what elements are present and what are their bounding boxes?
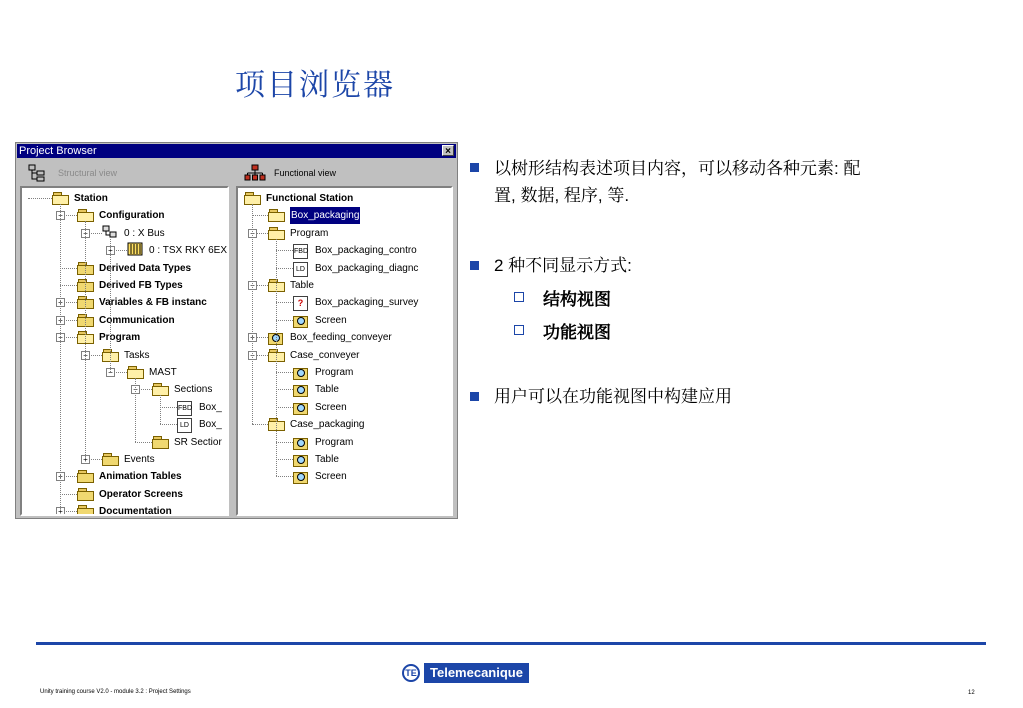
screen-icon bbox=[293, 314, 308, 327]
tree-item[interactable] bbox=[127, 242, 228, 259]
tree-item-label: Case_conveyer bbox=[290, 349, 360, 361]
telemecanique-emblem-icon: TE bbox=[402, 664, 420, 682]
tree-connector bbox=[160, 407, 177, 408]
functional-view-label: Functional view bbox=[274, 168, 337, 178]
tree-item-label: Program bbox=[99, 332, 141, 344]
folder-icon bbox=[77, 470, 94, 482]
tree-item-label: Operator Screens bbox=[99, 488, 183, 500]
expand-icon[interactable]: + bbox=[248, 333, 257, 342]
screen-icon bbox=[293, 470, 308, 483]
collapse-icon[interactable]: − bbox=[248, 229, 257, 238]
folder-icon bbox=[77, 505, 94, 516]
expand-icon[interactable]: + bbox=[56, 298, 65, 307]
collapse-icon[interactable]: − bbox=[248, 281, 257, 290]
collapse-icon[interactable]: − bbox=[56, 211, 65, 220]
fbd-icon: FBD bbox=[177, 401, 192, 416]
folder-open-icon bbox=[77, 209, 94, 221]
tree-item-label: Box_packaging bbox=[290, 207, 360, 224]
expand-icon[interactable]: + bbox=[56, 316, 65, 325]
footer-divider bbox=[36, 642, 986, 645]
tree-connector bbox=[60, 494, 77, 495]
expand-icon[interactable]: + bbox=[56, 507, 65, 516]
bullet-square-icon bbox=[470, 392, 479, 401]
structural-view-pane bbox=[20, 160, 229, 516]
tree-item-label: Table bbox=[315, 384, 339, 396]
tree-item-label: Program bbox=[290, 227, 329, 239]
bullet-1-line-1: 以树形结构表述项目内容，可以移动各种元素: 配 bbox=[494, 159, 861, 178]
tree-connector bbox=[276, 302, 293, 303]
tree-connector bbox=[60, 204, 61, 511]
bullet-square-icon bbox=[470, 163, 479, 172]
tree-item-label: Box_feeding_conveyer bbox=[290, 332, 392, 344]
bus-icon bbox=[102, 225, 118, 239]
folder-open-icon bbox=[244, 192, 261, 204]
collapse-icon[interactable]: − bbox=[81, 351, 90, 360]
tree-item-label: Station bbox=[74, 193, 108, 204]
sub-bullet-square-icon bbox=[514, 325, 524, 335]
tree-item-label: MAST bbox=[149, 367, 177, 378]
screen-icon bbox=[293, 383, 308, 396]
tree-item-label: Box_packaging_contro bbox=[315, 245, 417, 257]
tree-connector bbox=[276, 476, 293, 477]
tree-connector bbox=[276, 459, 293, 460]
tree-connector bbox=[160, 395, 161, 424]
tree-connector bbox=[252, 424, 268, 425]
tree-item-label: Program bbox=[315, 367, 354, 378]
tree-connector bbox=[276, 239, 277, 477]
tree-item-label: Case_packaging bbox=[290, 419, 365, 431]
tree-connector bbox=[276, 320, 293, 321]
close-button[interactable]: × bbox=[442, 145, 454, 156]
collapse-icon[interactable]: − bbox=[248, 351, 257, 360]
bullet-square-icon bbox=[470, 261, 479, 270]
unknown-doc-icon: ? bbox=[293, 296, 308, 311]
screen-icon bbox=[293, 436, 308, 449]
tree-item-label: 0 : TSX RKY 6EX bbox=[149, 245, 228, 257]
tree-connector bbox=[135, 378, 136, 442]
tree-connector bbox=[85, 221, 86, 459]
tree-item-label: Animation Tables bbox=[99, 471, 182, 483]
collapse-icon[interactable]: − bbox=[106, 368, 115, 377]
tree-connector bbox=[276, 372, 293, 373]
tree-item-label: Table bbox=[290, 280, 314, 291]
tree-item-label: Derived FB Types bbox=[99, 280, 183, 291]
bullet-1-line-2: 置, 数据, 程序, 等. bbox=[494, 186, 630, 205]
tree-item-label: Events bbox=[124, 454, 155, 465]
expand-icon[interactable]: + bbox=[106, 246, 115, 255]
tree-item-label: Box_ bbox=[199, 401, 222, 413]
tree-item-label: Table bbox=[315, 454, 339, 465]
structural-view-icon bbox=[28, 164, 46, 182]
tree-item-label: Program bbox=[315, 436, 354, 448]
tree-item-label: Variables & FB instanc bbox=[99, 297, 207, 309]
project-browser-titlebar[interactable] bbox=[17, 144, 456, 158]
tree-item-label: Configuration bbox=[99, 210, 165, 222]
ld-icon: LD bbox=[293, 262, 308, 277]
structural-tree bbox=[20, 186, 229, 516]
tree-item-label: 0 : X Bus bbox=[124, 227, 165, 239]
structural-view-label: Structural view bbox=[58, 168, 118, 178]
ld-icon: LD bbox=[177, 418, 192, 433]
expand-icon[interactable]: + bbox=[81, 455, 90, 464]
tree-connector bbox=[276, 407, 293, 408]
fbd-icon: FBD bbox=[293, 244, 308, 259]
tree-connector bbox=[60, 285, 77, 286]
tree-item-label: Documentation bbox=[99, 506, 172, 516]
tree-connector bbox=[135, 442, 152, 443]
tree-connector bbox=[252, 204, 253, 424]
tree-item-label: Communication bbox=[99, 314, 175, 326]
screen-icon bbox=[293, 401, 308, 414]
bullet-3: 用户可以在功能视图中构建应用 bbox=[494, 387, 732, 406]
folder-open-icon bbox=[152, 383, 169, 395]
folder-icon bbox=[77, 488, 94, 500]
tree-item-label: Derived Data Types bbox=[99, 262, 192, 274]
structural-view-header[interactable] bbox=[20, 160, 229, 186]
tree-item-label: Screen bbox=[315, 314, 347, 326]
tree-connector bbox=[28, 198, 52, 199]
folder-open-icon bbox=[127, 366, 144, 378]
collapse-icon[interactable]: − bbox=[131, 385, 140, 394]
functional-view-pane bbox=[236, 160, 453, 516]
tree-connector bbox=[276, 442, 293, 443]
bullet-2: 2 种不同显示方式: bbox=[494, 256, 632, 275]
collapse-icon[interactable]: − bbox=[81, 229, 90, 238]
tree-item-label: Functional Station bbox=[266, 193, 354, 204]
tree-connector bbox=[252, 215, 268, 216]
footer-course-text: Unity training course V2.0 - module 3.2 : Project Settings bbox=[40, 689, 191, 695]
screen-icon bbox=[293, 366, 308, 379]
folder-icon bbox=[102, 453, 119, 465]
folder-icon bbox=[152, 436, 169, 448]
tree-item-label: Box_ bbox=[199, 419, 222, 431]
tree-connector bbox=[60, 268, 77, 269]
folder-open-icon bbox=[52, 192, 69, 204]
sub-bullet-square-icon bbox=[514, 292, 524, 302]
slide-title: 项目浏览器 bbox=[235, 68, 395, 103]
collapse-icon[interactable]: − bbox=[56, 333, 65, 342]
tree-item-label: SR Sectior bbox=[174, 436, 222, 448]
functional-view-header[interactable] bbox=[236, 160, 453, 186]
tree-connector bbox=[276, 268, 293, 269]
sub-bullet-structural-view: 结构视图 bbox=[543, 290, 611, 309]
tree-item-label: Tasks bbox=[124, 349, 150, 361]
tree-item-label: Box_packaging_diagnc bbox=[315, 262, 419, 274]
folder-open-icon bbox=[268, 209, 285, 221]
tree-connector bbox=[110, 239, 111, 372]
tree-connector bbox=[160, 424, 177, 425]
tree-item-label: Box_packaging_survey bbox=[315, 297, 419, 309]
brand-name: Telemecanique bbox=[424, 663, 529, 683]
rack-icon bbox=[127, 242, 143, 256]
expand-icon[interactable]: + bbox=[56, 472, 65, 481]
screen-icon bbox=[293, 453, 308, 466]
tree-item-label: Sections bbox=[174, 384, 213, 396]
functional-tree bbox=[236, 186, 453, 516]
tree-item-label: Screen bbox=[315, 401, 347, 413]
functional-view-icon bbox=[244, 164, 266, 182]
folder-open-icon bbox=[268, 227, 285, 239]
page-number: 12 bbox=[968, 690, 975, 696]
tree-connector bbox=[276, 250, 293, 251]
sub-bullet-functional-view: 功能视图 bbox=[543, 323, 611, 342]
window-title: Project Browser bbox=[19, 145, 97, 157]
project-browser-window bbox=[15, 142, 458, 519]
tree-item-label: Screen bbox=[315, 471, 347, 483]
tree-connector bbox=[276, 389, 293, 390]
